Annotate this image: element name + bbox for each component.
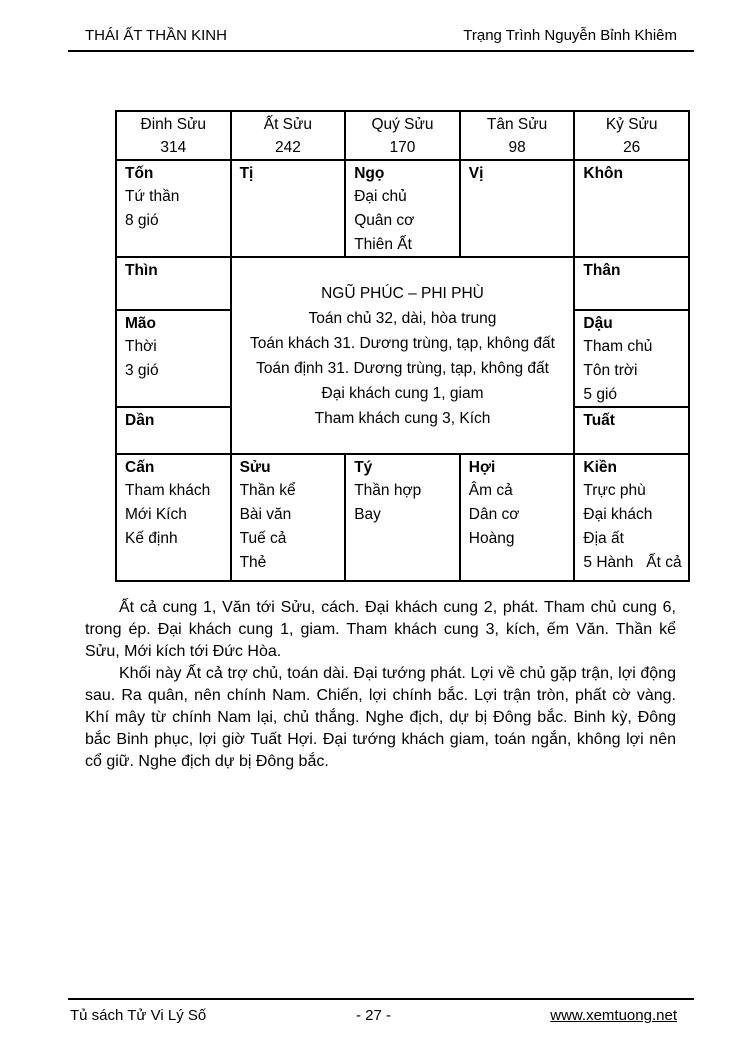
cell-line: 5 Hành Ất cả (583, 554, 682, 571)
astro-chart-table (115, 110, 690, 582)
cell-line: Tôn trời (583, 362, 638, 379)
header-author: Trạng Trình Nguyễn Bỉnh Khiêm (463, 27, 677, 44)
column-name: Đinh Sửu (140, 116, 207, 133)
cell-title: Thân (583, 262, 621, 279)
cell-title: Tị (239, 165, 254, 182)
page-footer (68, 998, 694, 1024)
table-cell-than (575, 258, 688, 309)
center-title: NGŨ PHÚC – PHI PHÙ (321, 284, 484, 302)
table-header-cell-ky-suu (575, 112, 688, 159)
cell-line: Mới Kích (125, 506, 187, 523)
table-header-cell-quy-suu (346, 112, 459, 159)
page-header (68, 27, 694, 52)
center-line: Đại khách cung 1, giam (321, 384, 484, 402)
cell-title: Hợi (468, 459, 496, 476)
center-line: Tham khách cung 3, Kích (314, 409, 491, 427)
cell-line: Tứ thần (125, 188, 180, 205)
cell-line: Tuế cả (239, 530, 287, 547)
cell-line: Thần kể (239, 482, 296, 499)
cell-line: Địa ất (583, 530, 624, 547)
cell-line: Đại chủ (354, 188, 407, 205)
cell-line: Kế định (125, 530, 178, 547)
table-cell-ty (346, 455, 459, 580)
column-name: Ất Sửu (263, 116, 313, 133)
center-line: Toán chủ 32, dài, hòa trung (308, 309, 497, 327)
cell-line: Đại khách (583, 506, 653, 523)
cell-line: Dân cơ (468, 506, 520, 523)
cell-title: Thìn (125, 262, 158, 279)
cell-line: 5 gió (583, 386, 618, 403)
column-value: 314 (160, 139, 187, 156)
center-line: Toán định 31. Dương trùng, tạp, không đất (256, 359, 549, 377)
paragraph-1: Ất cả cung 1, Văn tới Sửu, cách. Đại khách cung 2, phát. Tham chủ cung 6, trong ép. Đại khách cung 1, giam. Tham khách cung 3, kích, ếm Văn. Thần kể Sửu, Mới kích tới Đức Hòa. (85, 599, 676, 660)
column-value: 170 (389, 139, 416, 156)
cell-line: Quân cơ (354, 212, 415, 229)
table-header-cell-tan-suu (461, 112, 574, 159)
cell-line: 8 gió (125, 212, 159, 229)
table-cell-thin (117, 258, 230, 309)
cell-line: Hoàng (468, 530, 515, 547)
cell-line: Bài văn (239, 506, 292, 523)
cell-line: Âm cả (468, 482, 513, 499)
cell-title: Mão (125, 315, 156, 332)
cell-title: Vị (468, 165, 484, 182)
table-cell-ton (117, 161, 230, 256)
table-cell-vi (461, 161, 574, 256)
cell-title: Dần (125, 412, 155, 429)
table-center-cell (232, 258, 574, 453)
cell-line: Thời (125, 338, 157, 355)
cell-line: Thẻ (239, 554, 267, 571)
table-cell-dau (575, 311, 688, 406)
footer-website-link[interactable]: www.xemtuong.net (550, 1007, 677, 1024)
header-book-title: THÁI ẤT THẦN KINH (85, 27, 227, 44)
table-header-cell-dinh-suu (117, 112, 230, 159)
table-cell-kien (575, 455, 688, 580)
cell-line: Tham chủ (583, 338, 653, 355)
table-cell-khon (575, 161, 688, 256)
paragraph-2: Khối này Ất cả trợ chủ, toán dài. Đại tướng phát. Lợi về chủ gặp trận, lợi động sau. Ra quân, nên chính Nam. Chiến, lợi chính bắc. Lợi trận tròn, phất cờ vàng. Khí mây từ chính Nam lại, chủ thắng. Nghe địch, dự bị Đông bắc. Binh kỳ, Đông bắc Binh phục, lợi giờ Tuất Hợi. Đại tướng khách giam, toán ngắn, không lợi nên cổ giữ. Nghe địch dự bị Đông bắc. (85, 665, 676, 770)
column-name: Kỷ Sửu (605, 116, 658, 133)
cell-title: Tý (354, 459, 373, 476)
cell-line: Bay (354, 506, 381, 523)
table-cell-suu (232, 455, 345, 580)
cell-line: Thiên Ất (354, 236, 412, 253)
cell-line: Thần hợp (354, 482, 422, 499)
cell-title: Tốn (125, 165, 154, 182)
column-value: 242 (274, 139, 301, 156)
cell-title: Cấn (125, 459, 155, 476)
table-cell-ngo (346, 161, 459, 256)
table-cell-ti (232, 161, 345, 256)
table-cell-tuat (575, 408, 688, 453)
footer-series-title: Tủ sách Tử Vi Lý Số (70, 1007, 207, 1024)
center-line: Toán khách 31. Dương trùng, tạp, không đất (250, 334, 555, 352)
column-name: Tân Sửu (486, 116, 548, 133)
cell-line: Tham khách (125, 482, 211, 499)
table-cell-can (117, 455, 230, 580)
cell-title: Dậu (583, 315, 613, 332)
column-value: 98 (508, 139, 526, 156)
cell-title: Ngọ (354, 165, 385, 182)
cell-title: Sửu (239, 459, 271, 476)
cell-line: 3 gió (125, 362, 159, 379)
table-cell-dan (117, 408, 230, 453)
footer-page-number: - 27 - (355, 1007, 391, 1024)
cell-title: Kiền (583, 459, 617, 476)
table-header-cell-at-suu (232, 112, 345, 159)
cell-title: Tuất (583, 412, 615, 429)
table-cell-hoi (461, 455, 574, 580)
cell-title: Khôn (583, 165, 623, 182)
table-cell-mao (117, 311, 230, 406)
column-value: 26 (623, 139, 641, 156)
column-name: Quý Sửu (371, 116, 434, 133)
body-text (85, 597, 676, 773)
cell-line: Trực phù (583, 482, 646, 499)
